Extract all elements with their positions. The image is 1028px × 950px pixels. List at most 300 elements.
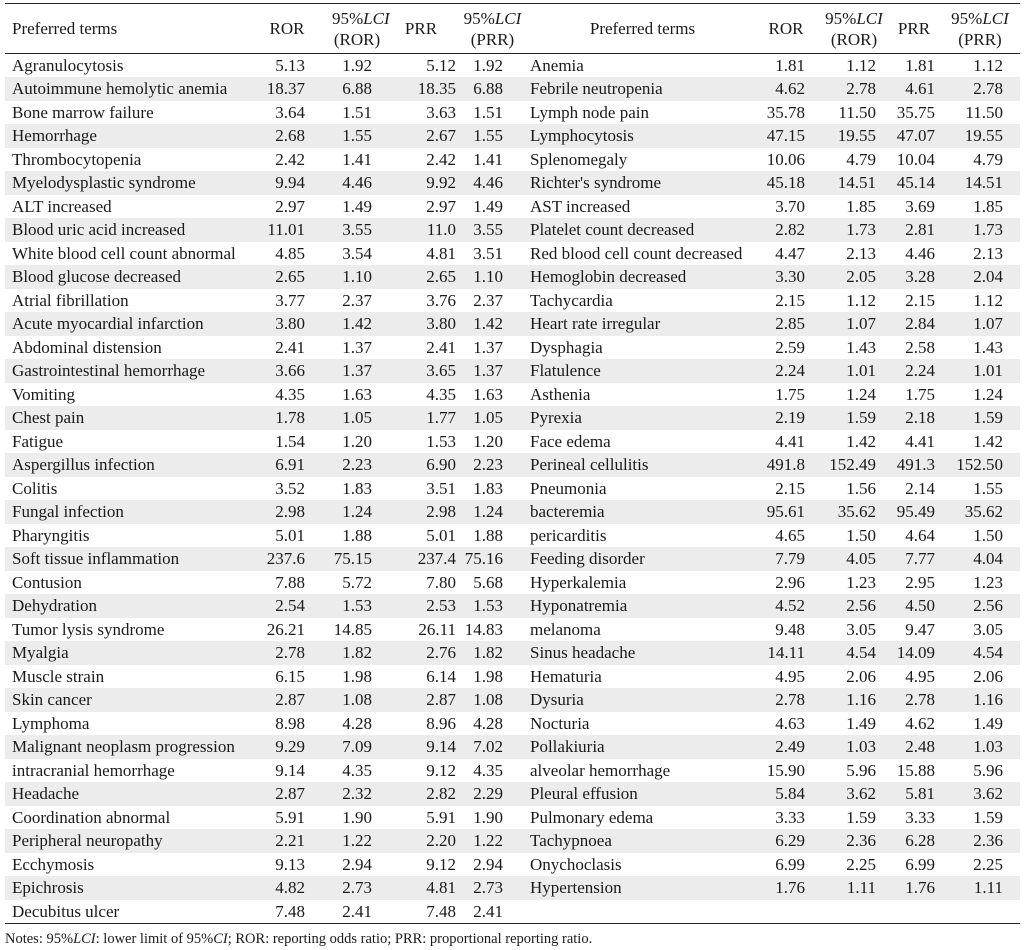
left-cell-lci-prr: 4.35 — [473, 760, 503, 780]
right-header-lci-ror — [812, 4, 888, 54]
right-cell-lci-prr: 1.07 — [940, 312, 1020, 336]
right-cell-prr: 35.75 — [896, 102, 935, 122]
left-cell-lci-ror: 1.92 — [342, 56, 372, 75]
left-cell-prr: 6.90 — [382, 453, 460, 477]
right-cell-lci-prr: 1.23 — [973, 572, 1003, 592]
left-cell-term: Myalgia — [5, 641, 262, 665]
right-cell-lci-ror: 1.56 — [846, 478, 876, 498]
right-cell-term: bacteremia — [525, 500, 760, 524]
left-cell-prr: 4.35 — [426, 384, 456, 404]
left-cell-prr: 2.53 — [382, 594, 460, 618]
left-cell-prr: 2.98 — [382, 500, 460, 524]
left-cell-ror: 9.13 — [275, 854, 305, 874]
left-cell-lci-ror: 4.35 — [342, 760, 372, 780]
right-cell-prr: 45.14 — [888, 171, 940, 195]
right-cell-lci-prr: 2.04 — [940, 265, 1020, 289]
left-cell-lci-prr: 1.88 — [473, 525, 503, 545]
right-cell-term: Dysphagia — [530, 337, 603, 357]
left-cell-lci-prr: 2.23 — [460, 453, 525, 477]
left-cell-lci-ror: 4.46 — [312, 171, 382, 195]
left-cell-lci-ror: 1.98 — [342, 666, 372, 686]
right-cell-lci-prr: 3.05 — [973, 619, 1003, 639]
notes-prefix: Notes: 95% — [5, 931, 74, 947]
notes-mid: : lower limit of 95% — [95, 931, 214, 947]
right-cell-lci-prr: 4.79 — [973, 149, 1003, 169]
right-cell-prr: 2.48 — [888, 735, 940, 759]
right-cell-ror: 491.8 — [760, 453, 812, 477]
left-cell-prr: 2.20 — [382, 829, 460, 853]
left-cell-lci-ror: 5.72 — [342, 572, 372, 592]
left-cell-prr: 7.48 — [382, 900, 460, 924]
table-row — [5, 571, 1020, 595]
left-cell-term: Abdominal distension — [12, 337, 162, 357]
left-cell-term: Coordination abnormal — [12, 807, 171, 827]
right-cell-lci-ror: 1.43 — [846, 337, 876, 357]
header-unit: (ROR) — [333, 29, 381, 49]
left-cell-ror: 3.64 — [275, 102, 305, 122]
right-cell-lci-prr: 1.85 — [973, 196, 1003, 216]
right-cell-ror: 1.81 — [775, 56, 805, 75]
right-cell-term: Perineal cellulitis — [525, 453, 760, 477]
table-row — [5, 853, 1020, 877]
left-cell-prr: 2.42 — [426, 149, 456, 169]
left-cell-lci-prr: 75.16 — [460, 547, 525, 571]
right-cell-lci-prr: 35.62 — [940, 500, 1020, 524]
left-cell-lci-ror: 1.05 — [312, 406, 382, 430]
right-cell-prr: 7.77 — [888, 547, 940, 571]
left-cell-term: Thrombocytopenia — [12, 149, 142, 169]
table-row — [5, 265, 1020, 289]
left-cell-term: Headache — [5, 782, 262, 806]
right-cell-ror: 2.82 — [760, 218, 812, 242]
right-cell-term: Splenomegaly — [530, 149, 628, 169]
left-cell-lci-ror: 1.49 — [342, 196, 372, 216]
right-cell-lci-prr: 1.03 — [940, 735, 1020, 759]
left-cell-prr: 5.12 — [426, 56, 456, 75]
left-cell-term: Aspergillus infection — [5, 453, 262, 477]
right-cell-term: Sinus headache — [525, 641, 760, 665]
left-cell-lci-prr: 1.63 — [473, 384, 503, 404]
left-cell-term: Colitis — [12, 478, 58, 498]
left-cell-ror: 18.37 — [262, 77, 312, 101]
header-pct: 95% — [825, 8, 857, 28]
right-cell-ror: 2.15 — [775, 478, 805, 498]
notes-lci: LCI — [73, 931, 96, 947]
right-cell-term: Pollakiuria — [525, 735, 760, 759]
right-cell-ror: 15.90 — [766, 760, 805, 780]
right-cell-ror: 4.52 — [760, 594, 812, 618]
table-row — [5, 124, 1020, 148]
table-notes — [5, 931, 1020, 948]
right-cell-prr: 4.46 — [905, 243, 935, 263]
header-unit: (ROR) — [830, 29, 878, 49]
left-cell-ror: 4.35 — [275, 384, 305, 404]
right-cell-prr: 3.33 — [905, 807, 935, 827]
right-cell-prr: 2.78 — [888, 688, 940, 712]
right-cell-ror: 4.41 — [775, 431, 805, 451]
right-cell-term: Asthenia — [530, 384, 591, 404]
left-header-ror: ROR — [262, 4, 312, 54]
left-cell-ror: 3.66 — [262, 359, 312, 383]
right-cell-prr: 2.14 — [905, 478, 935, 498]
left-cell-lci-prr: 1.49 — [473, 196, 503, 216]
right-cell-lci-ror: 2.05 — [812, 265, 888, 289]
left-cell-lci-prr: 1.37 — [473, 337, 503, 357]
left-cell-lci-prr: 1.10 — [460, 265, 525, 289]
left-cell-prr: 3.63 — [426, 102, 456, 122]
left-cell-prr: 2.65 — [382, 265, 460, 289]
left-cell-term: Atrial fibrillation — [12, 290, 129, 310]
adverse-event-signal-table — [5, 3, 1020, 924]
right-cell-prr: 4.64 — [905, 525, 935, 545]
left-cell-term: Lymphoma — [12, 713, 90, 733]
right-cell-term: Tachycardia — [530, 290, 613, 310]
right-cell-ror: 47.15 — [760, 124, 812, 148]
left-cell-ror: 5.13 — [275, 56, 305, 75]
right-cell-term: Onychoclasis — [530, 854, 622, 874]
left-cell-ror: 3.52 — [275, 478, 305, 498]
right-cell-prr: 3.28 — [888, 265, 940, 289]
left-cell-prr: 9.92 — [382, 171, 460, 195]
left-cell-prr: 7.80 — [426, 572, 456, 592]
right-cell-lci-prr: 1.12 — [973, 290, 1003, 310]
left-cell-term: Blood glucose decreased — [5, 265, 262, 289]
table-row — [5, 289, 1020, 313]
left-cell-lci-prr: 3.55 — [460, 218, 525, 242]
left-cell-prr: 2.97 — [426, 196, 456, 216]
right-cell-lci-prr: 1.50 — [973, 525, 1003, 545]
table-row — [5, 759, 1020, 783]
left-cell-lci-prr: 1.20 — [473, 431, 503, 451]
right-cell-lci-ror: 1.73 — [812, 218, 888, 242]
left-cell-prr: 26.11 — [418, 619, 456, 639]
left-cell-ror: 237.6 — [262, 547, 312, 571]
right-cell-lci-ror: 1.49 — [846, 713, 876, 733]
left-cell-prr: 9.12 — [426, 760, 456, 780]
right-header-preferred-terms: Preferred terms — [525, 4, 760, 54]
header-pct: 95% — [463, 8, 495, 28]
left-cell-lci-prr: 1.08 — [460, 688, 525, 712]
left-cell-ror: 2.21 — [262, 829, 312, 853]
left-cell-term: Dehydration — [5, 594, 262, 618]
right-cell-lci-ror: 1.03 — [812, 735, 888, 759]
empty-cell — [888, 900, 940, 924]
right-cell-term: Dysuria — [525, 688, 760, 712]
right-cell-ror: 1.76 — [760, 876, 812, 900]
right-cell-lci-ror: 19.55 — [812, 124, 888, 148]
right-cell-ror: 1.75 — [775, 384, 805, 404]
left-cell-lci-ror: 1.55 — [312, 124, 382, 148]
right-cell-term: Hyponatremia — [525, 594, 760, 618]
right-cell-lci-ror: 1.42 — [846, 431, 876, 451]
right-cell-lci-prr: 1.01 — [940, 359, 1020, 383]
left-cell-lci-ror: 1.82 — [312, 641, 382, 665]
right-cell-lci-ror: 2.06 — [846, 666, 876, 686]
right-cell-prr: 15.88 — [896, 760, 935, 780]
table-row — [5, 900, 1020, 924]
left-cell-ror: 26.21 — [266, 619, 305, 639]
left-cell-term: Tumor lysis syndrome — [12, 619, 165, 639]
left-cell-lci-prr: 7.02 — [460, 735, 525, 759]
right-cell-ror: 3.33 — [775, 807, 805, 827]
left-header-prr: PRR — [382, 4, 460, 54]
left-cell-term: Chest pain — [5, 406, 262, 430]
left-cell-term: intracranial hemorrhage — [12, 760, 175, 780]
right-cell-prr: 5.81 — [888, 782, 940, 806]
left-cell-lci-ror: 1.53 — [312, 594, 382, 618]
left-cell-lci-prr: 1.82 — [460, 641, 525, 665]
left-cell-ror: 5.91 — [275, 807, 305, 827]
left-cell-term: Epichrosis — [5, 876, 262, 900]
left-cell-prr: 18.35 — [382, 77, 460, 101]
right-header-lci-prr — [940, 4, 1020, 54]
right-cell-term: Hypertension — [525, 876, 760, 900]
left-cell-term: Malignant neoplasm progression — [5, 735, 262, 759]
right-cell-ror: 10.06 — [766, 149, 805, 169]
right-cell-lci-ror: 35.62 — [812, 500, 888, 524]
right-cell-lci-prr: 1.16 — [940, 688, 1020, 712]
left-cell-prr: 6.14 — [426, 666, 456, 686]
left-cell-lci-ror: 1.41 — [342, 149, 372, 169]
left-cell-lci-ror: 2.73 — [312, 876, 382, 900]
left-cell-ror: 2.68 — [262, 124, 312, 148]
left-cell-ror: 9.14 — [275, 760, 305, 780]
right-cell-ror: 9.48 — [775, 619, 805, 639]
left-cell-prr: 2.76 — [382, 641, 460, 665]
table-row — [5, 359, 1020, 383]
notes-ci: CI — [213, 931, 228, 947]
left-cell-term: Muscle strain — [12, 666, 105, 686]
right-cell-prr: 1.75 — [905, 384, 935, 404]
right-cell-term: Pyrexia — [525, 406, 760, 430]
left-cell-term: Fungal infection — [5, 500, 262, 524]
right-cell-term: Pulmonary edema — [530, 807, 654, 827]
right-cell-prr: 2.95 — [905, 572, 935, 592]
left-cell-lci-prr: 1.55 — [460, 124, 525, 148]
left-cell-lci-ror: 4.28 — [342, 713, 372, 733]
table-row — [5, 171, 1020, 195]
right-cell-lci-prr: 4.54 — [940, 641, 1020, 665]
right-cell-lci-prr: 2.25 — [973, 854, 1003, 874]
left-cell-prr: 9.14 — [382, 735, 460, 759]
right-cell-term: Nocturia — [530, 713, 590, 733]
left-cell-lci-prr: 1.90 — [473, 807, 503, 827]
right-cell-ror: 45.18 — [760, 171, 812, 195]
table-row — [5, 101, 1020, 125]
right-cell-lci-prr: 5.96 — [973, 760, 1003, 780]
left-cell-term: Ecchymosis — [12, 854, 95, 874]
right-cell-lci-prr: 2.13 — [973, 243, 1003, 263]
table-row — [5, 312, 1020, 336]
left-cell-term: Fatigue — [12, 431, 63, 451]
left-cell-ror: 11.01 — [262, 218, 312, 242]
notes-rest: ; ROR: reporting odds ratio; PRR: proportional reporting ratio. — [227, 931, 593, 947]
right-cell-prr: 2.81 — [888, 218, 940, 242]
left-cell-lci-prr: 1.41 — [473, 149, 503, 169]
right-cell-prr: 2.15 — [905, 290, 935, 310]
left-cell-lci-prr: 1.51 — [473, 102, 503, 122]
table-row — [5, 500, 1020, 524]
table-row — [5, 242, 1020, 266]
left-cell-ror: 6.15 — [275, 666, 305, 686]
left-cell-ror: 2.97 — [275, 196, 305, 216]
right-cell-lci-ror: 3.62 — [812, 782, 888, 806]
header-lci: LCI — [982, 8, 1009, 28]
left-cell-lci-ror: 6.88 — [312, 77, 382, 101]
right-cell-ror: 5.84 — [760, 782, 812, 806]
right-cell-term: Tachypnoea — [525, 829, 760, 853]
left-cell-lci-prr: 2.29 — [460, 782, 525, 806]
left-cell-term: Skin cancer — [5, 688, 262, 712]
right-cell-lci-ror: 2.36 — [812, 829, 888, 853]
left-cell-ror: 2.98 — [262, 500, 312, 524]
right-cell-term: Richter's syndrome — [525, 171, 760, 195]
table-row — [5, 383, 1020, 407]
left-cell-term: Autoimmune hemolytic anemia — [5, 77, 262, 101]
left-cell-term: Peripheral neuropathy — [5, 829, 262, 853]
left-cell-prr: 8.96 — [426, 713, 456, 733]
right-cell-prr: 3.69 — [905, 196, 935, 216]
left-cell-lci-ror: 1.88 — [342, 525, 372, 545]
left-cell-lci-ror: 75.15 — [312, 547, 382, 571]
right-cell-lci-ror: 1.85 — [846, 196, 876, 216]
left-cell-ror: 4.85 — [275, 243, 305, 263]
table-row — [5, 829, 1020, 853]
left-cell-lci-ror: 1.63 — [342, 384, 372, 404]
table-row — [5, 665, 1020, 689]
right-cell-ror: 2.49 — [760, 735, 812, 759]
right-cell-term: Pneumonia — [530, 478, 607, 498]
right-cell-ror: 6.99 — [775, 854, 805, 874]
left-cell-lci-ror: 1.37 — [312, 359, 382, 383]
right-cell-prr: 491.3 — [888, 453, 940, 477]
header-pct: 95% — [951, 8, 983, 28]
left-cell-lci-ror: 1.51 — [342, 102, 372, 122]
table-row — [5, 594, 1020, 618]
left-cell-lci-prr: 4.46 — [460, 171, 525, 195]
left-cell-term: Agranulocytosis — [12, 56, 124, 75]
empty-cell — [812, 900, 888, 924]
left-cell-lci-prr: 1.92 — [473, 56, 503, 75]
left-cell-ror: 1.78 — [262, 406, 312, 430]
left-cell-prr: 4.81 — [426, 243, 456, 263]
left-cell-term: Hemorrhage — [5, 124, 262, 148]
right-cell-prr: 1.76 — [888, 876, 940, 900]
empty-cell — [525, 900, 760, 924]
right-cell-lci-ror: 1.12 — [846, 56, 876, 75]
left-cell-lci-ror: 7.09 — [312, 735, 382, 759]
table-row — [5, 712, 1020, 736]
empty-cell — [760, 900, 812, 924]
right-cell-ror: 2.24 — [760, 359, 812, 383]
right-cell-term: melanoma — [530, 619, 601, 639]
left-cell-lci-ror: 1.20 — [342, 431, 372, 451]
right-cell-lci-ror: 14.51 — [812, 171, 888, 195]
right-cell-ror: 4.63 — [775, 713, 805, 733]
left-cell-ror: 2.87 — [262, 688, 312, 712]
right-cell-lci-prr: 11.50 — [965, 102, 1003, 122]
right-cell-ror: 2.19 — [760, 406, 812, 430]
right-cell-lci-ror: 1.24 — [846, 384, 876, 404]
table-row — [5, 735, 1020, 759]
header-row — [5, 4, 1020, 54]
left-cell-lci-ror: 2.23 — [312, 453, 382, 477]
table-row — [5, 77, 1020, 101]
table-row — [5, 195, 1020, 219]
right-cell-lci-ror: 2.56 — [812, 594, 888, 618]
header-lci: LCI — [363, 8, 390, 28]
header-pct: 95% — [332, 8, 364, 28]
table-header — [5, 4, 1020, 54]
left-cell-ror: 4.82 — [262, 876, 312, 900]
left-cell-lci-ror: 3.54 — [342, 243, 372, 263]
right-cell-lci-prr: 1.73 — [940, 218, 1020, 242]
left-cell-ror: 7.88 — [275, 572, 305, 592]
right-cell-term: Anemia — [530, 56, 584, 75]
right-cell-ror: 95.61 — [760, 500, 812, 524]
left-cell-term: Acute myocardial infarction — [5, 312, 262, 336]
left-cell-prr: 2.41 — [426, 337, 456, 357]
right-cell-lci-ror: 4.05 — [812, 547, 888, 571]
table-row — [5, 547, 1020, 571]
left-cell-lci-ror: 1.10 — [312, 265, 382, 289]
right-cell-ror: 3.70 — [775, 196, 805, 216]
left-cell-term: Blood uric acid increased — [5, 218, 262, 242]
right-cell-lci-prr: 1.43 — [973, 337, 1003, 357]
left-cell-prr: 5.01 — [426, 525, 456, 545]
header-lci: LCI — [856, 8, 883, 28]
right-cell-lci-prr: 1.42 — [973, 431, 1003, 451]
table-row — [5, 524, 1020, 548]
left-cell-lci-prr: 1.24 — [460, 500, 525, 524]
right-cell-term: Feeding disorder — [525, 547, 760, 571]
right-cell-term: Flatulence — [525, 359, 760, 383]
right-cell-ror: 6.29 — [760, 829, 812, 853]
left-cell-lci-prr: 2.94 — [473, 854, 503, 874]
right-cell-ror: 4.62 — [760, 77, 812, 101]
right-cell-ror: 7.79 — [760, 547, 812, 571]
right-header-prr: PRR — [888, 4, 940, 54]
left-cell-ror: 9.94 — [262, 171, 312, 195]
left-cell-term: ALT increased — [12, 196, 112, 216]
left-cell-lci-prr: 4.28 — [473, 713, 503, 733]
left-cell-lci-prr: 2.37 — [473, 290, 503, 310]
left-cell-lci-ror: 2.32 — [312, 782, 382, 806]
right-cell-term: Lymphocytosis — [525, 124, 760, 148]
left-cell-lci-prr: 1.37 — [460, 359, 525, 383]
right-cell-prr: 2.18 — [888, 406, 940, 430]
left-cell-ror: 2.54 — [262, 594, 312, 618]
right-cell-lci-ror: 3.05 — [846, 619, 876, 639]
table-row — [5, 806, 1020, 830]
left-cell-term: Soft tissue inflammation — [5, 547, 262, 571]
left-cell-ror: 8.98 — [275, 713, 305, 733]
right-cell-lci-ror: 2.13 — [846, 243, 876, 263]
left-cell-lci-prr: 1.98 — [473, 666, 503, 686]
left-cell-lci-ror: 1.37 — [342, 337, 372, 357]
left-cell-lci-ror: 1.08 — [312, 688, 382, 712]
right-cell-term: Platelet count decreased — [525, 218, 760, 242]
left-cell-ror: 2.42 — [275, 149, 305, 169]
right-cell-term: Lymph node pain — [530, 102, 649, 122]
right-cell-prr: 2.24 — [888, 359, 940, 383]
left-cell-ror: 2.65 — [262, 265, 312, 289]
left-header-lci-ror — [312, 4, 390, 54]
right-cell-prr: 4.41 — [905, 431, 935, 451]
left-cell-term: Gastrointestinal hemorrhage — [5, 359, 262, 383]
table-row — [5, 148, 1020, 172]
left-cell-ror: 7.48 — [262, 900, 312, 924]
